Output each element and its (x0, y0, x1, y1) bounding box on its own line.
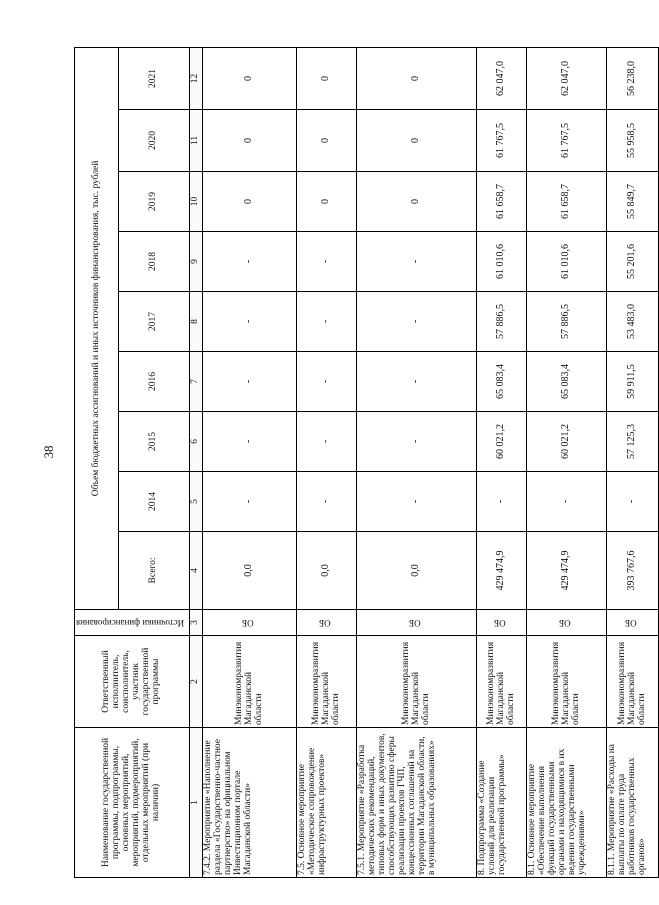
header-source (75, 610, 190, 636)
row-source-text: ОБ (625, 618, 637, 629)
row-source (527, 610, 607, 636)
column-number: 1 (190, 728, 203, 878)
row-value: - (527, 472, 607, 532)
row-value: - (357, 292, 477, 352)
row-name: 8. Подпрограмма «Создание условий для реализации государственной программы» (477, 728, 527, 878)
header-year: 2018 (119, 232, 190, 292)
row-value: 0 (357, 47, 477, 109)
row-source-text: ОБ (409, 618, 421, 629)
table-row (477, 47, 527, 877)
header-year: 2019 (119, 172, 190, 232)
table-row (203, 47, 297, 877)
row-value: - (203, 232, 297, 292)
row-name: 7.5. Основное мероприятие «Методическое сопровождение инфраструктурных проектов» (297, 728, 357, 878)
row-value: 65 083,4 (527, 352, 607, 412)
table-row (297, 47, 357, 877)
column-number: 7 (190, 352, 203, 412)
row-value: 56 238,0 (607, 47, 659, 109)
row-value: 59 911,5 (607, 352, 659, 412)
row-source (203, 610, 297, 636)
column-number: 6 (190, 412, 203, 472)
row-value: 57 886,5 (477, 292, 527, 352)
row-value: 62 047,0 (527, 47, 607, 109)
header-year: Всего: (119, 532, 190, 610)
header-row-1 (75, 47, 119, 877)
row-source (607, 610, 659, 636)
header-year: 2020 (119, 110, 190, 172)
header-year: 2016 (119, 352, 190, 412)
row-value: 0 (203, 172, 297, 232)
header-name: Наименование государственной программы, подпрограммы, основных мероприятий, мероприятий, подмероприятий, отдельных мероприятий (при наличии) (75, 728, 190, 878)
row-value: - (297, 292, 357, 352)
column-number: 4 (190, 532, 203, 610)
row-value: - (297, 472, 357, 532)
column-number: 2 (190, 636, 203, 728)
row-value: 55 849,7 (607, 172, 659, 232)
row-responsible: Минэкономразвития Магаданской области (357, 636, 477, 728)
row-value: - (357, 352, 477, 412)
row-value: 393 767,6 (607, 532, 659, 610)
page-number: 38 (41, 445, 56, 459)
column-number: 8 (190, 292, 203, 352)
row-value: 0 (297, 172, 357, 232)
row-value: - (203, 352, 297, 412)
row-value: 0 (203, 47, 297, 109)
row-value: 57 886,5 (527, 292, 607, 352)
header-volume: Объем бюджетных ассигнований и иных источников финансирования, тыс. рублей (75, 47, 119, 609)
row-value: 65 083,4 (477, 352, 527, 412)
row-value: 0 (297, 110, 357, 172)
row-value: 0,0 (297, 532, 357, 610)
row-responsible: Минэкономразвития Магаданской области (607, 636, 659, 728)
row-value: 0 (203, 110, 297, 172)
row-value: - (477, 472, 527, 532)
row-value: 0,0 (203, 532, 297, 610)
row-value: 61 658,7 (477, 172, 527, 232)
row-value: - (203, 472, 297, 532)
table-row (527, 47, 607, 877)
row-name: 7.4.2. Мероприятие «Наполнение раздела «Государственно-частное партнерство» на официальном Инвестиционном портале Магаданской области» (203, 728, 297, 878)
row-value: 0 (297, 47, 357, 109)
row-source-text: ОБ (242, 618, 254, 629)
row-value: 61 010,6 (527, 232, 607, 292)
row-name: 8.1. Основное мероприятие «Обеспечение выполнения функций государственными органами и находящимися в их ведении государственными учреждениями» (527, 728, 607, 878)
column-number: 9 (190, 232, 203, 292)
row-value: 0,0 (357, 532, 477, 610)
column-number: 12 (190, 47, 203, 109)
header-responsible: Ответственный исполнитель, соисполнитель, участник государственной программы (75, 636, 190, 728)
row-source-text: ОБ (319, 618, 331, 629)
row-value: 55 201,6 (607, 232, 659, 292)
row-value: - (607, 472, 659, 532)
header-source-text: Источники финансирования (76, 618, 185, 629)
row-value: 62 047,0 (477, 47, 527, 109)
row-responsible: Минэкономразвития Магаданской области (527, 636, 607, 728)
row-value: 60 021,2 (477, 412, 527, 472)
row-source (297, 610, 357, 636)
row-responsible: Минэкономразвития Магаданской области (203, 636, 297, 728)
row-value: - (357, 472, 477, 532)
row-name: 8.1.1. Мероприятие «Расходы на выплаты по оплате труда работников государственных органов» (607, 728, 659, 878)
table-row (607, 47, 659, 877)
row-value: 0 (357, 110, 477, 172)
row-value: - (203, 412, 297, 472)
row-value: 0 (357, 172, 477, 232)
row-responsible: Минэкономразвития Магаданской области (297, 636, 357, 728)
row-value: 61 767,5 (477, 110, 527, 172)
column-number: 10 (190, 172, 203, 232)
row-value: 61 658,7 (527, 172, 607, 232)
row-source (477, 610, 527, 636)
header-year: 2015 (119, 412, 190, 472)
column-number: 11 (190, 110, 203, 172)
row-value: - (357, 232, 477, 292)
table-row (357, 47, 477, 877)
row-value: 60 021,2 (527, 412, 607, 472)
row-value: 53 483,0 (607, 292, 659, 352)
row-source-text: ОБ (494, 618, 506, 629)
row-value: 61 010,6 (477, 232, 527, 292)
row-source-text: ОБ (559, 618, 571, 629)
rotated-table-container (74, 48, 648, 878)
row-value: 61 767,5 (527, 110, 607, 172)
header-year: 2014 (119, 472, 190, 532)
row-value: - (203, 292, 297, 352)
row-value: 429 474,9 (477, 532, 527, 610)
header-year: 2017 (119, 292, 190, 352)
row-value: - (297, 412, 357, 472)
row-value: 429 474,9 (527, 532, 607, 610)
row-value: - (357, 412, 477, 472)
row-value: 57 125,3 (607, 412, 659, 472)
row-value: - (297, 232, 357, 292)
row-source (357, 610, 477, 636)
row-value: 55 958,5 (607, 110, 659, 172)
column-numbers-row (190, 47, 203, 877)
financing-table (74, 47, 659, 878)
row-name: 7.5.1. Мероприятие «Разработка методических рекомендаций, типовых форм и иных документов, способствующих развитию сферы реализации проектов ГЧП, концессионных соглашений на территории Магаданской области, в муниципальных образованиях» (357, 728, 477, 878)
column-number: 3 (190, 610, 203, 636)
row-value: - (297, 352, 357, 412)
row-responsible: Минэкономразвития Магаданской области (477, 636, 527, 728)
column-number: 5 (190, 472, 203, 532)
header-year: 2021 (119, 47, 190, 109)
